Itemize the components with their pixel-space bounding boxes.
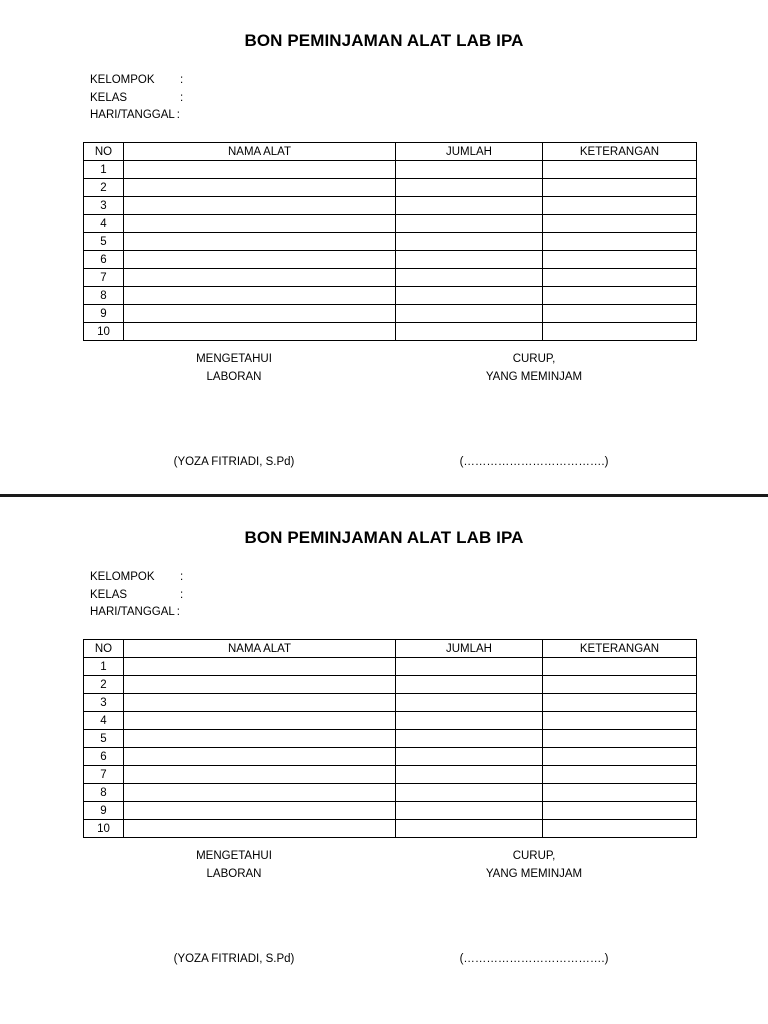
table-row [84, 197, 697, 215]
table-header-row [84, 143, 697, 161]
cell-nama-alat [124, 287, 396, 305]
signature-block-laboran [164, 351, 304, 386]
field-separator: : [176, 606, 180, 618]
sig-line2: LABORAN [206, 370, 262, 383]
cell-keterangan [543, 161, 697, 179]
header-no: NO [84, 640, 124, 658]
cell-no: 3 [84, 197, 124, 215]
field-label: KELAS [90, 91, 128, 104]
table-row [84, 305, 697, 323]
cell-jumlah [396, 323, 543, 341]
table-row [84, 269, 697, 287]
table-row [84, 730, 697, 748]
field-separator: : [180, 91, 184, 104]
cell-keterangan [543, 305, 697, 323]
cell-no: 1 [84, 161, 124, 179]
cell-no: 7 [84, 269, 124, 287]
table-header-row [84, 640, 697, 658]
cell-jumlah [396, 215, 543, 233]
cell-jumlah [396, 784, 543, 802]
cell-no: 6 [84, 251, 124, 269]
cell-jumlah [396, 676, 543, 694]
sig-line1: MENGETAHUI [196, 353, 272, 365]
cell-jumlah [396, 730, 543, 748]
cell-keterangan [543, 233, 697, 251]
header-keterangan: KETERANGAN [543, 640, 697, 658]
cell-nama-alat [124, 802, 396, 820]
cell-nama-alat [124, 658, 396, 676]
field-label: HARI/TANGGAL [90, 109, 175, 121]
cell-keterangan [543, 766, 697, 784]
cell-nama-alat [124, 730, 396, 748]
cell-no: 1 [84, 658, 124, 676]
cell-keterangan [543, 323, 697, 341]
cell-nama-alat [124, 784, 396, 802]
sig-line1: CURUP, [512, 353, 556, 365]
signatory-name-laboran: (YOZA FITRIADI, S.Pd) [173, 953, 295, 965]
cell-jumlah [396, 802, 543, 820]
signature-block-peminjam [464, 351, 604, 386]
cell-nama-alat [124, 694, 396, 712]
header-jumlah: JUMLAH [396, 640, 543, 658]
cell-nama-alat [124, 676, 396, 694]
cell-keterangan [543, 197, 697, 215]
cell-nama-alat [124, 712, 396, 730]
cell-jumlah [396, 712, 543, 730]
cell-keterangan [543, 730, 697, 748]
cell-keterangan [543, 712, 697, 730]
signatory-name-peminjam: (……………………………….) [459, 456, 609, 468]
sig-line2: YANG MEMINJAM [485, 867, 583, 880]
header-nama-alat: NAMA ALAT [124, 143, 396, 161]
cell-jumlah [396, 287, 543, 305]
form-fields [90, 72, 183, 125]
cell-nama-alat [124, 233, 396, 251]
signature-block-laboran [164, 848, 304, 883]
table-row [84, 820, 697, 838]
cell-no: 9 [84, 802, 124, 820]
table-row [84, 748, 697, 766]
field-kelas [90, 587, 183, 605]
items-table [83, 142, 697, 341]
cell-no: 8 [84, 784, 124, 802]
table-row [84, 215, 697, 233]
cell-nama-alat [124, 251, 396, 269]
cell-no: 5 [84, 730, 124, 748]
field-label: HARI/TANGGAL [90, 606, 175, 618]
header-keterangan: KETERANGAN [543, 143, 697, 161]
cell-keterangan [543, 251, 697, 269]
cell-jumlah [396, 179, 543, 197]
loan-form-2 [0, 497, 768, 993]
form-title: BON PEMINJAMAN ALAT LAB IPA [244, 528, 524, 547]
sig-line1: CURUP, [512, 850, 556, 862]
cell-nama-alat [124, 197, 396, 215]
cell-keterangan [543, 694, 697, 712]
table-row [84, 179, 697, 197]
cell-nama-alat [124, 305, 396, 323]
signatory-name-peminjam: (……………………………….) [459, 953, 609, 965]
cell-no: 3 [84, 694, 124, 712]
items-table [83, 639, 697, 838]
cell-jumlah [396, 658, 543, 676]
loan-form-1 [0, 0, 768, 496]
sig-line2: YANG MEMINJAM [485, 370, 583, 383]
field-label: KELAS [90, 588, 128, 601]
field-kelompok [90, 569, 183, 587]
cell-nama-alat [124, 215, 396, 233]
field-kelompok [90, 72, 183, 90]
field-separator: : [180, 571, 184, 583]
table-row [84, 802, 697, 820]
table-row [84, 658, 697, 676]
cell-nama-alat [124, 323, 396, 341]
cell-no: 5 [84, 233, 124, 251]
cell-jumlah [396, 269, 543, 287]
field-separator: : [180, 588, 184, 601]
cell-jumlah [396, 197, 543, 215]
field-kelas [90, 90, 183, 108]
cell-keterangan [543, 658, 697, 676]
cell-nama-alat [124, 766, 396, 784]
cell-jumlah [396, 161, 543, 179]
sig-line2: LABORAN [206, 867, 262, 880]
cell-no: 10 [84, 820, 124, 838]
cell-keterangan [543, 802, 697, 820]
cell-jumlah [396, 305, 543, 323]
cell-keterangan [543, 287, 697, 305]
cell-jumlah [396, 233, 543, 251]
cell-no: 7 [84, 766, 124, 784]
cell-no: 4 [84, 712, 124, 730]
cell-no: 6 [84, 748, 124, 766]
table-row [84, 676, 697, 694]
cell-no: 10 [84, 323, 124, 341]
cell-no: 2 [84, 179, 124, 197]
table-row [84, 251, 697, 269]
cell-nama-alat [124, 269, 396, 287]
field-separator: : [176, 109, 180, 121]
cell-keterangan [543, 215, 697, 233]
form-fields [90, 569, 183, 622]
cell-keterangan [543, 748, 697, 766]
header-no: NO [84, 143, 124, 161]
cell-keterangan [543, 269, 697, 287]
cell-keterangan [543, 784, 697, 802]
cell-no: 2 [84, 676, 124, 694]
cell-no: 9 [84, 305, 124, 323]
field-hari-tanggal [90, 604, 183, 622]
cell-keterangan [543, 179, 697, 197]
table-row [84, 694, 697, 712]
field-separator: : [180, 74, 184, 86]
cell-jumlah [396, 820, 543, 838]
cell-jumlah [396, 766, 543, 784]
cell-jumlah [396, 748, 543, 766]
cell-keterangan [543, 820, 697, 838]
cell-no: 4 [84, 215, 124, 233]
table-row [84, 323, 697, 341]
signatory-name-laboran: (YOZA FITRIADI, S.Pd) [173, 456, 295, 468]
table-row [84, 784, 697, 802]
cell-nama-alat [124, 748, 396, 766]
signature-block-peminjam [464, 848, 604, 883]
cell-jumlah [396, 251, 543, 269]
cell-nama-alat [124, 161, 396, 179]
header-nama-alat: NAMA ALAT [124, 640, 396, 658]
table-row [84, 766, 697, 784]
form-title: BON PEMINJAMAN ALAT LAB IPA [244, 31, 524, 50]
table-row [84, 287, 697, 305]
cell-keterangan [543, 676, 697, 694]
sig-line1: MENGETAHUI [196, 850, 272, 862]
cell-no: 8 [84, 287, 124, 305]
table-row [84, 161, 697, 179]
cell-nama-alat [124, 179, 396, 197]
cell-jumlah [396, 694, 543, 712]
field-label: KELOMPOK [90, 74, 155, 86]
header-jumlah: JUMLAH [396, 143, 543, 161]
table-row [84, 233, 697, 251]
field-label: KELOMPOK [90, 571, 155, 583]
cell-nama-alat [124, 820, 396, 838]
field-hari-tanggal [90, 107, 183, 125]
table-row [84, 712, 697, 730]
